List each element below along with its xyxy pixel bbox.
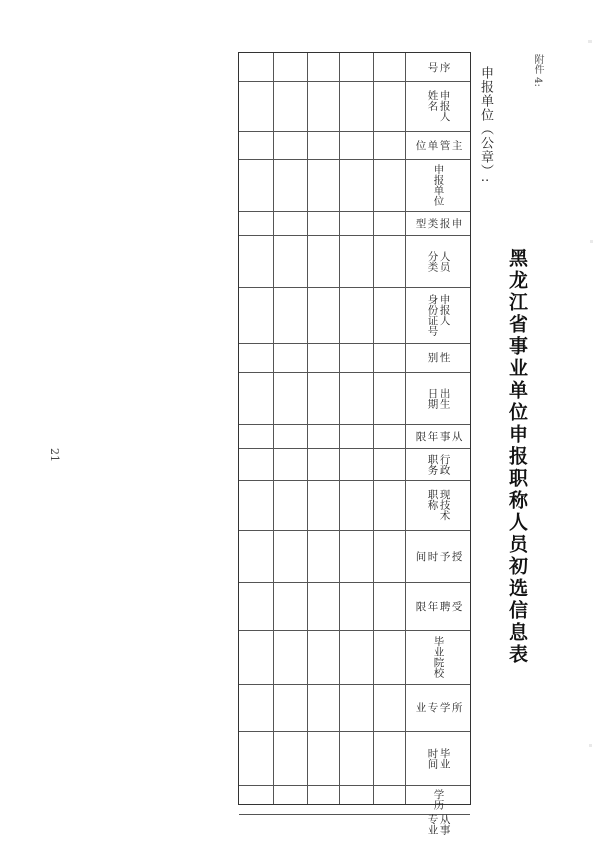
info-table bbox=[238, 52, 471, 835]
header-label: 出生 日期 bbox=[426, 387, 451, 409]
header-cell bbox=[405, 372, 472, 424]
header-label: 人员 分类 bbox=[426, 250, 451, 272]
header-cell bbox=[405, 684, 472, 731]
header-cell bbox=[405, 424, 472, 448]
header-cell bbox=[405, 582, 472, 630]
unit-label: 申报单位（公章）: bbox=[478, 66, 493, 184]
column-divider bbox=[373, 53, 374, 804]
header-cell bbox=[405, 211, 472, 235]
header-cell bbox=[405, 448, 472, 480]
page-number: 21 bbox=[48, 448, 61, 462]
header-label: 申报人 姓名 bbox=[426, 90, 451, 122]
header-cell bbox=[405, 530, 472, 582]
header-cell bbox=[405, 159, 472, 211]
header-cell bbox=[405, 131, 472, 159]
column-divider bbox=[273, 53, 274, 804]
header-label: 申报单位 bbox=[432, 164, 445, 206]
header-cell bbox=[405, 81, 472, 131]
header-label: 从 事 年 限 bbox=[414, 430, 463, 442]
scan-mark bbox=[589, 744, 592, 747]
scan-mark bbox=[590, 240, 593, 243]
header-cell bbox=[405, 630, 472, 684]
header-cell bbox=[405, 343, 472, 372]
header-label: 主 管 单 位 bbox=[414, 139, 463, 151]
header-label: 行政 职务 bbox=[426, 453, 451, 475]
column-divider bbox=[307, 53, 308, 804]
header-cell bbox=[405, 287, 472, 343]
column-divider bbox=[339, 53, 340, 804]
header-cell bbox=[405, 814, 472, 835]
scan-mark bbox=[588, 40, 592, 43]
header-cell bbox=[405, 235, 472, 287]
header-cell bbox=[405, 480, 472, 530]
attachment-label: 附件 4: bbox=[532, 54, 543, 87]
header-label: 学历 bbox=[432, 789, 445, 810]
header-label: 申报人 身份证号 bbox=[426, 294, 451, 336]
header-label: 毕业院校 bbox=[432, 636, 445, 678]
header-label: 所 学 专 业 bbox=[414, 702, 463, 713]
header-label: 性 别 bbox=[426, 352, 451, 363]
header-label: 从事 专业 bbox=[426, 814, 451, 835]
header-cell bbox=[405, 53, 472, 81]
header-label: 现技术 职称 bbox=[426, 489, 451, 521]
page-title: 黑龙江省事业单位申报职称人员初选信息表 bbox=[506, 248, 528, 666]
header-label: 申 报 类 型 bbox=[414, 217, 463, 229]
header-cell bbox=[405, 731, 472, 785]
header-label: 受 聘 年 限 bbox=[414, 600, 463, 612]
header-label: 毕业 时间 bbox=[426, 747, 451, 769]
header-cell bbox=[405, 785, 472, 814]
header-label: 授 予 时 间 bbox=[414, 550, 463, 562]
header-label: 序 号 bbox=[426, 61, 451, 73]
